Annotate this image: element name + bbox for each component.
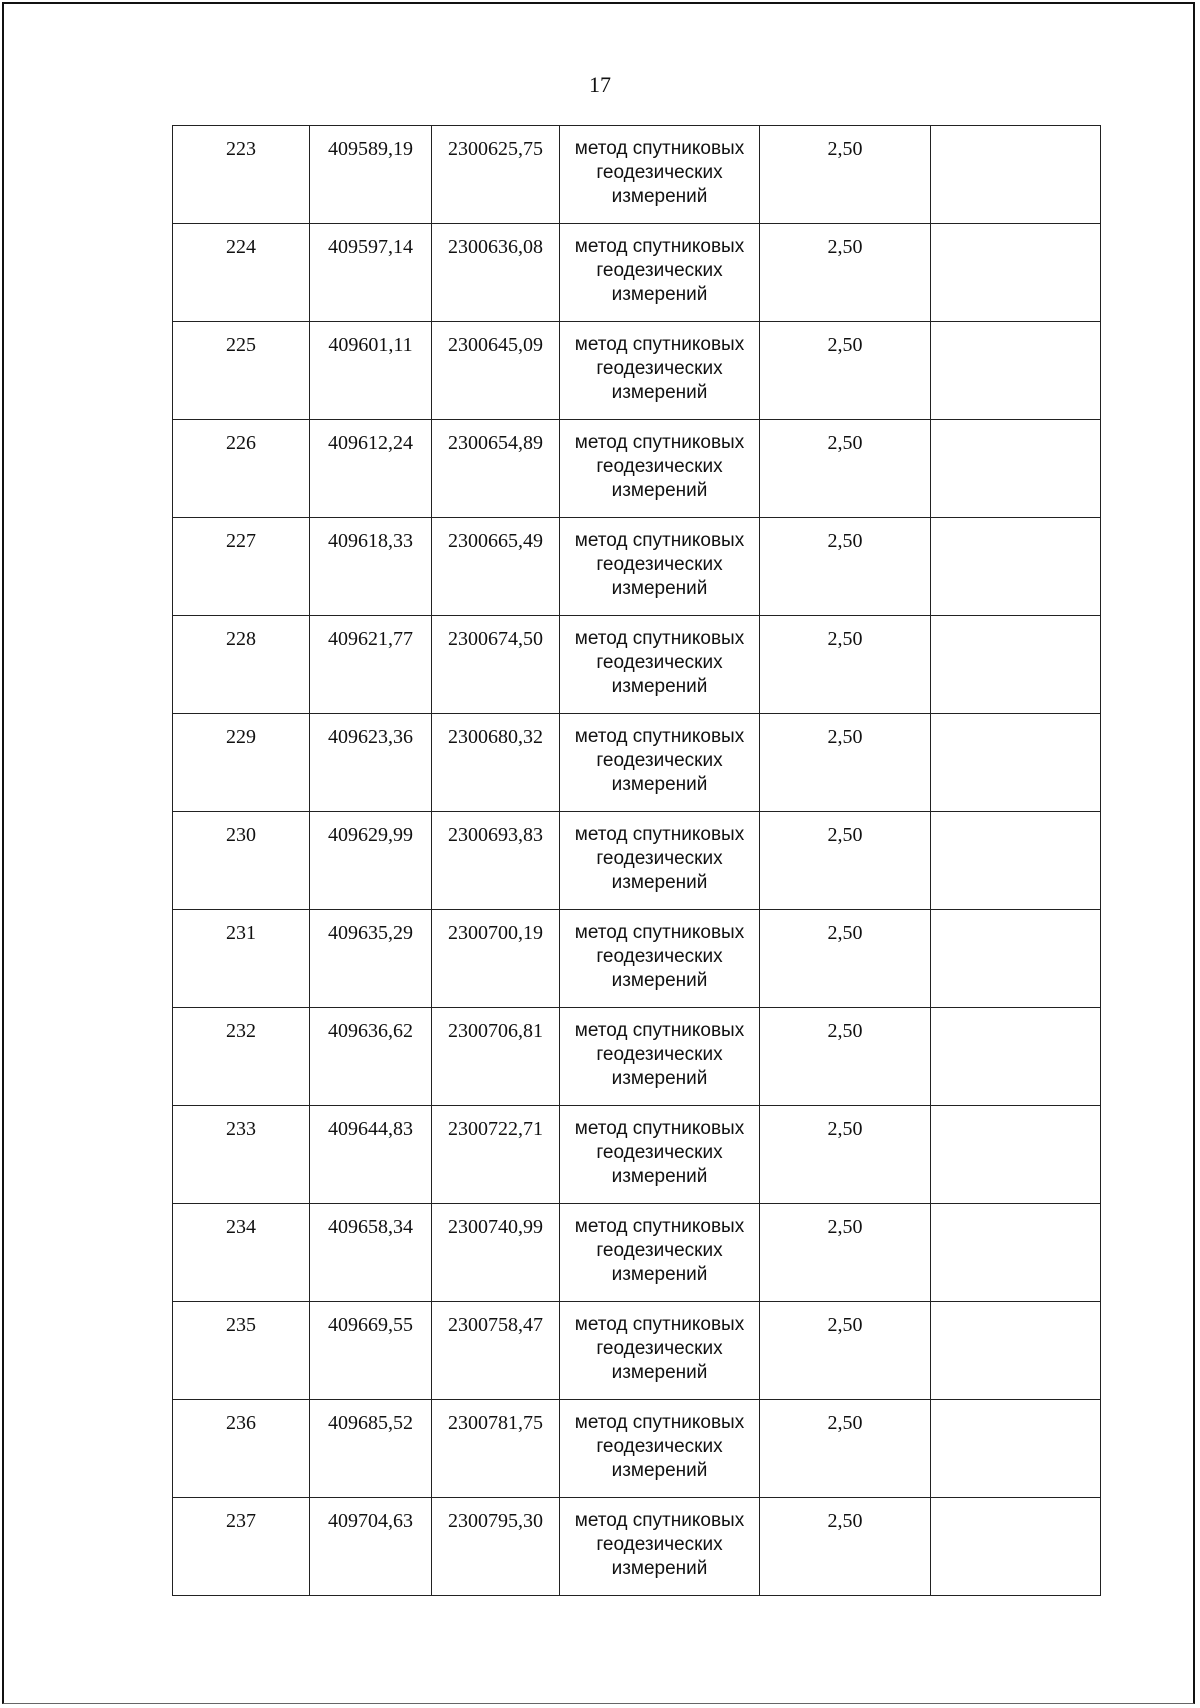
- table-row: [173, 714, 1101, 812]
- method-cell: метод спутниковых геодезических измерений: [560, 812, 760, 910]
- method-cell: метод спутниковых геодезических измерений: [560, 1400, 760, 1498]
- note-cell: [931, 1498, 1101, 1596]
- point-number-cell: 225: [173, 322, 310, 420]
- method-cell: метод спутниковых геодезических измерений: [560, 1008, 760, 1106]
- table-row: [173, 518, 1101, 616]
- point-number-cell: 226: [173, 420, 310, 518]
- x-coordinate-cell: 409658,34: [310, 1204, 432, 1302]
- method-cell: метод спутниковых геодезических измерений: [560, 322, 760, 420]
- y-coordinate-cell: 2300665,49: [432, 518, 560, 616]
- method-cell: метод спутниковых геодезических измерений: [560, 1204, 760, 1302]
- table-row: [173, 322, 1101, 420]
- point-number-cell: 234: [173, 1204, 310, 1302]
- x-coordinate-cell: 409636,62: [310, 1008, 432, 1106]
- x-coordinate-cell: 409612,24: [310, 420, 432, 518]
- y-coordinate-cell: 2300781,75: [432, 1400, 560, 1498]
- point-number-cell: 236: [173, 1400, 310, 1498]
- x-coordinate-cell: 409618,33: [310, 518, 432, 616]
- table-row: [173, 1106, 1101, 1204]
- point-number-cell: 232: [173, 1008, 310, 1106]
- accuracy-cell: 2,50: [760, 1400, 931, 1498]
- note-cell: [931, 616, 1101, 714]
- table-row: [173, 910, 1101, 1008]
- x-coordinate-cell: 409704,63: [310, 1498, 432, 1596]
- note-cell: [931, 518, 1101, 616]
- accuracy-cell: 2,50: [760, 1498, 931, 1596]
- note-cell: [931, 224, 1101, 322]
- point-number-cell: 230: [173, 812, 310, 910]
- point-number-cell: 224: [173, 224, 310, 322]
- y-coordinate-cell: 2300693,83: [432, 812, 560, 910]
- accuracy-cell: 2,50: [760, 420, 931, 518]
- table-row: [173, 1204, 1101, 1302]
- note-cell: [931, 714, 1101, 812]
- accuracy-cell: 2,50: [760, 322, 931, 420]
- accuracy-cell: 2,50: [760, 616, 931, 714]
- y-coordinate-cell: 2300700,19: [432, 910, 560, 1008]
- note-cell: [931, 322, 1101, 420]
- method-cell: метод спутниковых геодезических измерений: [560, 224, 760, 322]
- point-number-cell: 237: [173, 1498, 310, 1596]
- method-cell: метод спутниковых геодезических измерений: [560, 126, 760, 224]
- method-cell: метод спутниковых геодезических измерений: [560, 420, 760, 518]
- note-cell: [931, 1008, 1101, 1106]
- accuracy-cell: 2,50: [760, 126, 931, 224]
- accuracy-cell: 2,50: [760, 518, 931, 616]
- note-cell: [931, 420, 1101, 518]
- accuracy-cell: 2,50: [760, 1008, 931, 1106]
- table-row: [173, 1302, 1101, 1400]
- method-cell: метод спутниковых геодезических измерений: [560, 1106, 760, 1204]
- x-coordinate-cell: 409601,11: [310, 322, 432, 420]
- note-cell: [931, 1302, 1101, 1400]
- accuracy-cell: 2,50: [760, 812, 931, 910]
- accuracy-cell: 2,50: [760, 1204, 931, 1302]
- point-number-cell: 229: [173, 714, 310, 812]
- y-coordinate-cell: 2300740,99: [432, 1204, 560, 1302]
- y-coordinate-cell: 2300674,50: [432, 616, 560, 714]
- y-coordinate-cell: 2300795,30: [432, 1498, 560, 1596]
- method-cell: метод спутниковых геодезических измерений: [560, 518, 760, 616]
- x-coordinate-cell: 409635,29: [310, 910, 432, 1008]
- method-cell: метод спутниковых геодезических измерений: [560, 1302, 760, 1400]
- table-row: [173, 616, 1101, 714]
- table-row: [173, 1008, 1101, 1106]
- accuracy-cell: 2,50: [760, 1106, 931, 1204]
- coordinates-table: [172, 125, 1101, 1596]
- x-coordinate-cell: 409629,99: [310, 812, 432, 910]
- method-cell: метод спутниковых геодезических измерений: [560, 1498, 760, 1596]
- y-coordinate-cell: 2300625,75: [432, 126, 560, 224]
- x-coordinate-cell: 409669,55: [310, 1302, 432, 1400]
- y-coordinate-cell: 2300758,47: [432, 1302, 560, 1400]
- y-coordinate-cell: 2300722,71: [432, 1106, 560, 1204]
- accuracy-cell: 2,50: [760, 1302, 931, 1400]
- x-coordinate-cell: 409597,14: [310, 224, 432, 322]
- note-cell: [931, 910, 1101, 1008]
- point-number-cell: 235: [173, 1302, 310, 1400]
- accuracy-cell: 2,50: [760, 714, 931, 812]
- accuracy-cell: 2,50: [760, 224, 931, 322]
- point-number-cell: 233: [173, 1106, 310, 1204]
- table-row: [173, 126, 1101, 224]
- y-coordinate-cell: 2300680,32: [432, 714, 560, 812]
- table-body: [173, 126, 1101, 1596]
- method-cell: метод спутниковых геодезических измерений: [560, 910, 760, 1008]
- y-coordinate-cell: 2300636,08: [432, 224, 560, 322]
- method-cell: метод спутниковых геодезических измерений: [560, 616, 760, 714]
- y-coordinate-cell: 2300654,89: [432, 420, 560, 518]
- note-cell: [931, 1106, 1101, 1204]
- x-coordinate-cell: 409685,52: [310, 1400, 432, 1498]
- x-coordinate-cell: 409621,77: [310, 616, 432, 714]
- table-row: [173, 224, 1101, 322]
- point-number-cell: 227: [173, 518, 310, 616]
- point-number-cell: 223: [173, 126, 310, 224]
- table-row: [173, 812, 1101, 910]
- note-cell: [931, 1400, 1101, 1498]
- table-row: [173, 1400, 1101, 1498]
- note-cell: [931, 126, 1101, 224]
- x-coordinate-cell: 409589,19: [310, 126, 432, 224]
- x-coordinate-cell: 409644,83: [310, 1106, 432, 1204]
- y-coordinate-cell: 2300645,09: [432, 322, 560, 420]
- accuracy-cell: 2,50: [760, 910, 931, 1008]
- note-cell: [931, 1204, 1101, 1302]
- note-cell: [931, 812, 1101, 910]
- x-coordinate-cell: 409623,36: [310, 714, 432, 812]
- point-number-cell: 228: [173, 616, 310, 714]
- table-row: [173, 1498, 1101, 1596]
- table-row: [173, 420, 1101, 518]
- y-coordinate-cell: 2300706,81: [432, 1008, 560, 1106]
- page-number: 17: [589, 72, 611, 97]
- point-number-cell: 231: [173, 910, 310, 1008]
- method-cell: метод спутниковых геодезических измерений: [560, 714, 760, 812]
